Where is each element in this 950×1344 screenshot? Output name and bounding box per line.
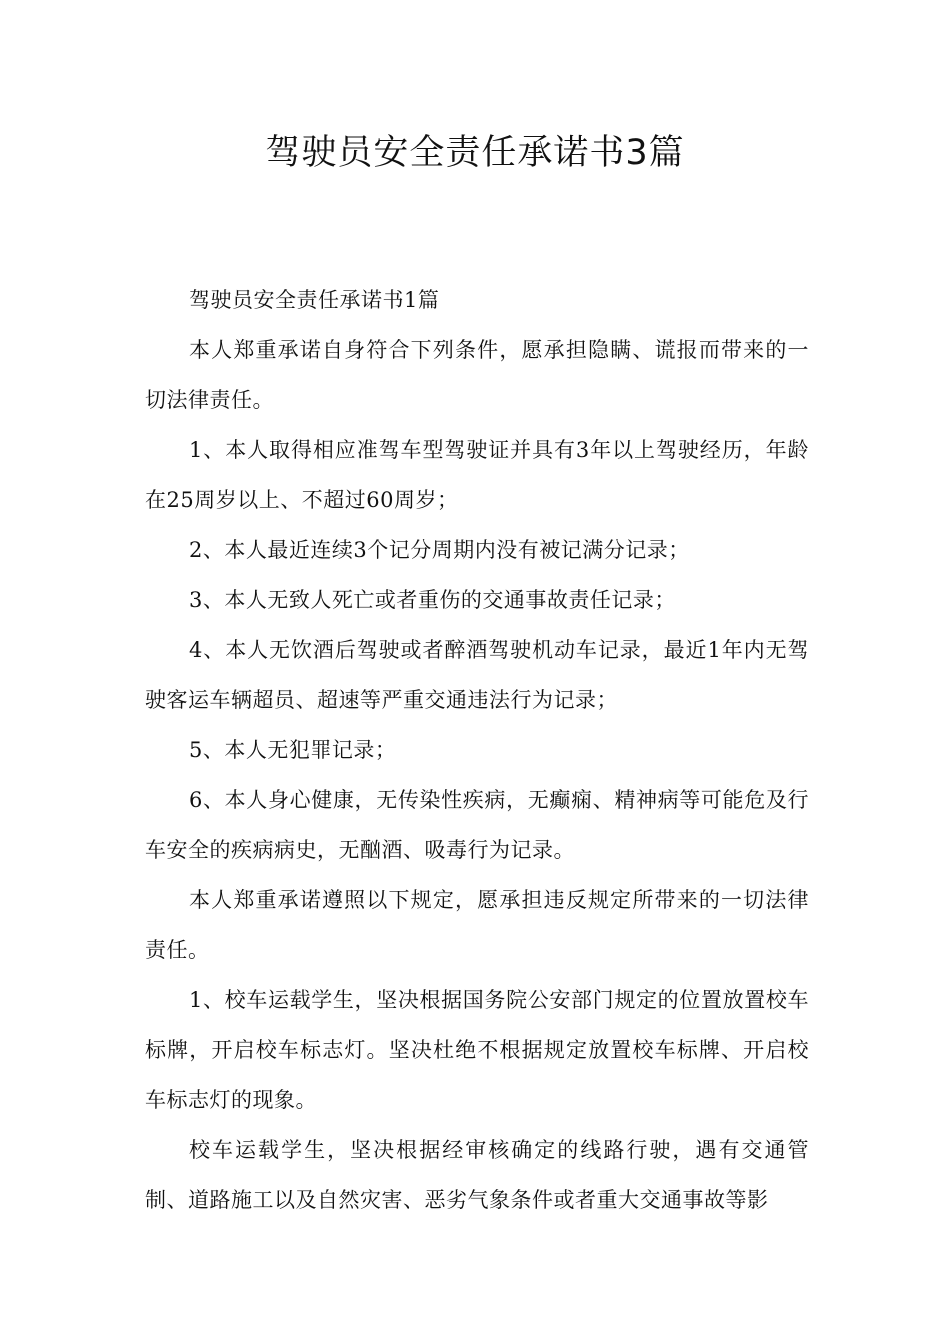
paragraph: 本人郑重承诺自身符合下列条件，愿承担隐瞒、谎报而带来的一切法律责任。	[145, 338, 809, 412]
paragraph: 4、本人无饮酒后驾驶或者醉酒驾驶机动车记录，最近1年内无驾驶客运车辆超员、超速等严重交通违法行为记录；	[145, 638, 809, 712]
paragraph: 5、本人无犯罪记录；	[189, 738, 397, 762]
paragraph: 6、本人身心健康，无传染性疾病，无癫痫、精神病等可能危及行车安全的疾病病史，无酗酒、吸毒行为记录。	[145, 788, 809, 862]
document-body	[145, 275, 809, 1225]
paragraph: 本人郑重承诺遵照以下规定，愿承担违反规定所带来的一切法律责任。	[145, 888, 809, 962]
paragraph: 1、本人取得相应准驾车型驾驶证并具有3年以上驾驶经历，年龄在25周岁以上、不超过60周岁；	[145, 438, 809, 512]
paragraph-subtitle: 驾驶员安全责任承诺书1篇	[189, 288, 440, 312]
paragraph: 3、本人无致人死亡或者重伤的交通事故责任记录；	[189, 588, 676, 612]
paragraph: 1、校车运载学生，坚决根据国务院公安部门规定的位置放置校车标牌，开启校车标志灯。坚决杜绝不根据规定放置校车标牌、开启校车标志灯的现象。	[145, 988, 809, 1112]
paragraph: 校车运载学生，坚决根据经审核确定的线路行驶，遇有交通管制、道路施工以及自然灾害、恶劣气象条件或者重大交通事故等影	[145, 1138, 809, 1212]
document-title: 驾驶员安全责任承诺书3篇	[265, 133, 685, 173]
paragraph: 2、本人最近连续3个记分周期内没有被记满分记录；	[189, 538, 690, 562]
